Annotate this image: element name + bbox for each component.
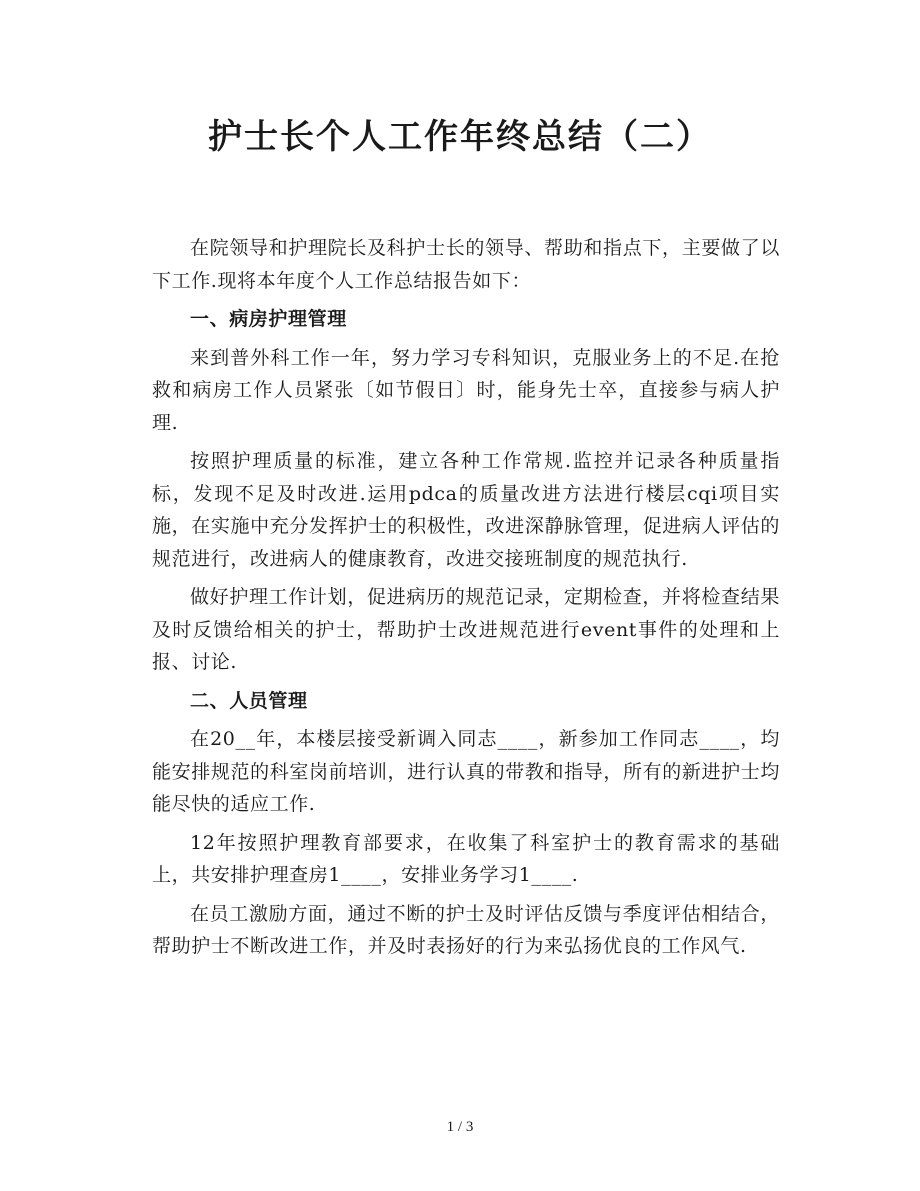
page-title: 护士长个人工作年终总结（二） bbox=[208, 117, 712, 157]
paragraph: 来到普外科工作一年，努力学习专科知识，克服业务上的不足.在抢救和病房工作人员紧张〔如节假日〕时，能身先士卒，直接参与病人护理. bbox=[152, 346, 780, 434]
section-heading-staff-management: 二、人员管理 bbox=[190, 689, 308, 712]
document-body bbox=[152, 232, 780, 969]
page-number: 1 / 3 bbox=[446, 1119, 474, 1135]
paragraph: 做好护理工作计划，促进病历的规范记录，定期检查，并将检查结果及时反馈给相关的护士，帮助护士改进规范进行event事件的处理和上报、讨论. bbox=[152, 586, 780, 673]
intro-paragraph: 在院领导和护理院长及科护士长的领导、帮助和指点下，主要做了以下工作.现将本年度个人工作总结报告如下： bbox=[152, 237, 780, 292]
paragraph: 在员工激励方面，通过不断的护士及时评估反馈与季度评估相结合，帮助护士不断改进工作，并及时表扬好的行为来弘扬优良的工作风气. bbox=[152, 902, 780, 957]
paragraph: 12年按照护理教育部要求，在收集了科室护士的教育需求的基础上，共安排护理查房1____，安排业务学习1____. bbox=[152, 831, 780, 886]
section-heading-ward-management: 一、病房护理管理 bbox=[190, 308, 347, 330]
paragraph: 按照护理质量的标准，建立各种工作常规.监控并记录各种质量指标，发现不足及时改进.运用pdca的质量改进方法进行楼层cqi项目实施，在实施中充分发挥护士的积极性，改进深静脉管理，促进病人评估的规范进行，改进病人的健康教育，改进交接班制度的规范执行. bbox=[152, 450, 780, 570]
paragraph: 在20__年，本楼层接受新调入同志____，新参加工作同志____，均能安排规范的科室岗前培训，进行认真的带教和指导，所有的新进护士均能尽快的适应工作. bbox=[152, 728, 780, 815]
